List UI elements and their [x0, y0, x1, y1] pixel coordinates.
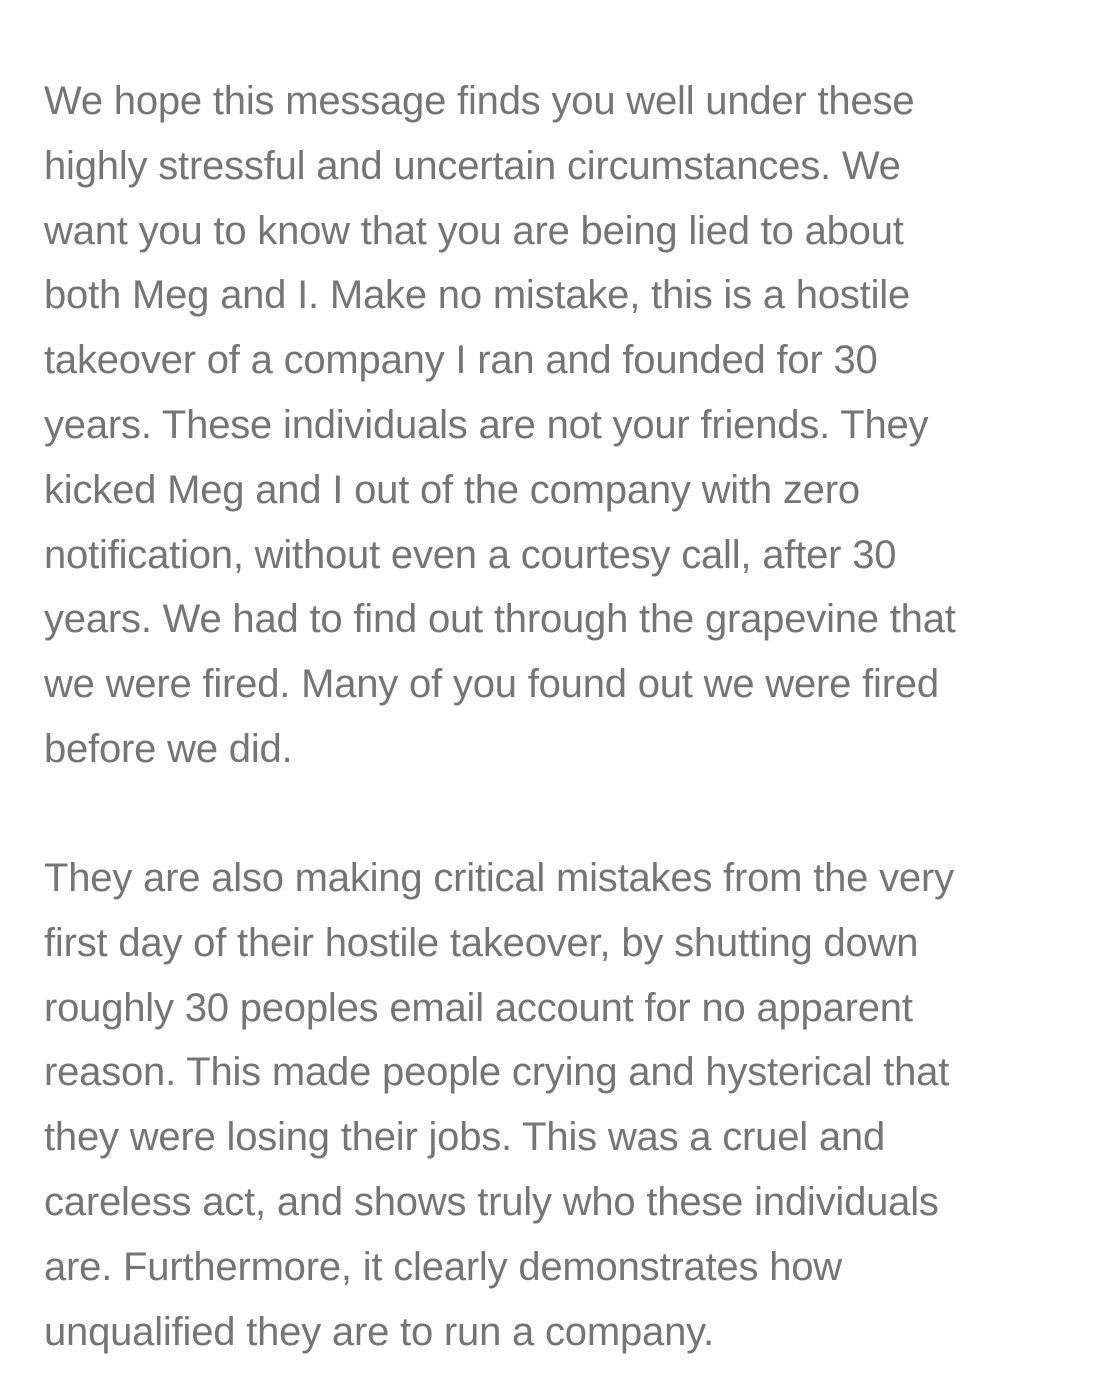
text-line: before we did. — [44, 726, 293, 771]
text-line: both Meg and I. Make no mistake, this is a hostile — [44, 273, 910, 318]
message-paragraph-1 — [44, 69, 1084, 782]
text-line: we were fired. Many of you found out we were fired — [44, 662, 939, 707]
text-line: want you to know that you are being lied to about — [44, 208, 904, 253]
text-line: reason. This made people crying and hysterical that — [44, 1050, 950, 1095]
text-line: notification, without even a courtesy call, after 30 — [44, 532, 897, 577]
text-line: unqualified they are to run a company. — [44, 1309, 714, 1354]
text-line: careless act, and shows truly who these individuals — [44, 1179, 939, 1224]
text-line: roughly 30 peoples email account for no apparent — [44, 985, 913, 1030]
text-line: they were losing their jobs. This was a cruel and — [44, 1115, 886, 1160]
text-line: We hope this message finds you well under these — [44, 79, 915, 123]
text-line: are. Furthermore, it clearly demonstrates how — [44, 1244, 842, 1289]
text-line: years. These individuals are not your friends. They — [44, 402, 929, 447]
message-paragraph-2 — [44, 846, 1084, 1364]
text-line: takeover of a company I ran and founded for 30 — [44, 338, 878, 383]
text-line: years. We had to find out through the grapevine that — [44, 597, 956, 642]
text-line: highly stressful and uncertain circumstances. We — [44, 143, 901, 188]
text-line: kicked Meg and I out of the company with zero — [44, 467, 860, 512]
text-line: first day of their hostile takeover, by shutting down — [44, 920, 919, 965]
text-line: They are also making critical mistakes from the very — [44, 856, 954, 900]
